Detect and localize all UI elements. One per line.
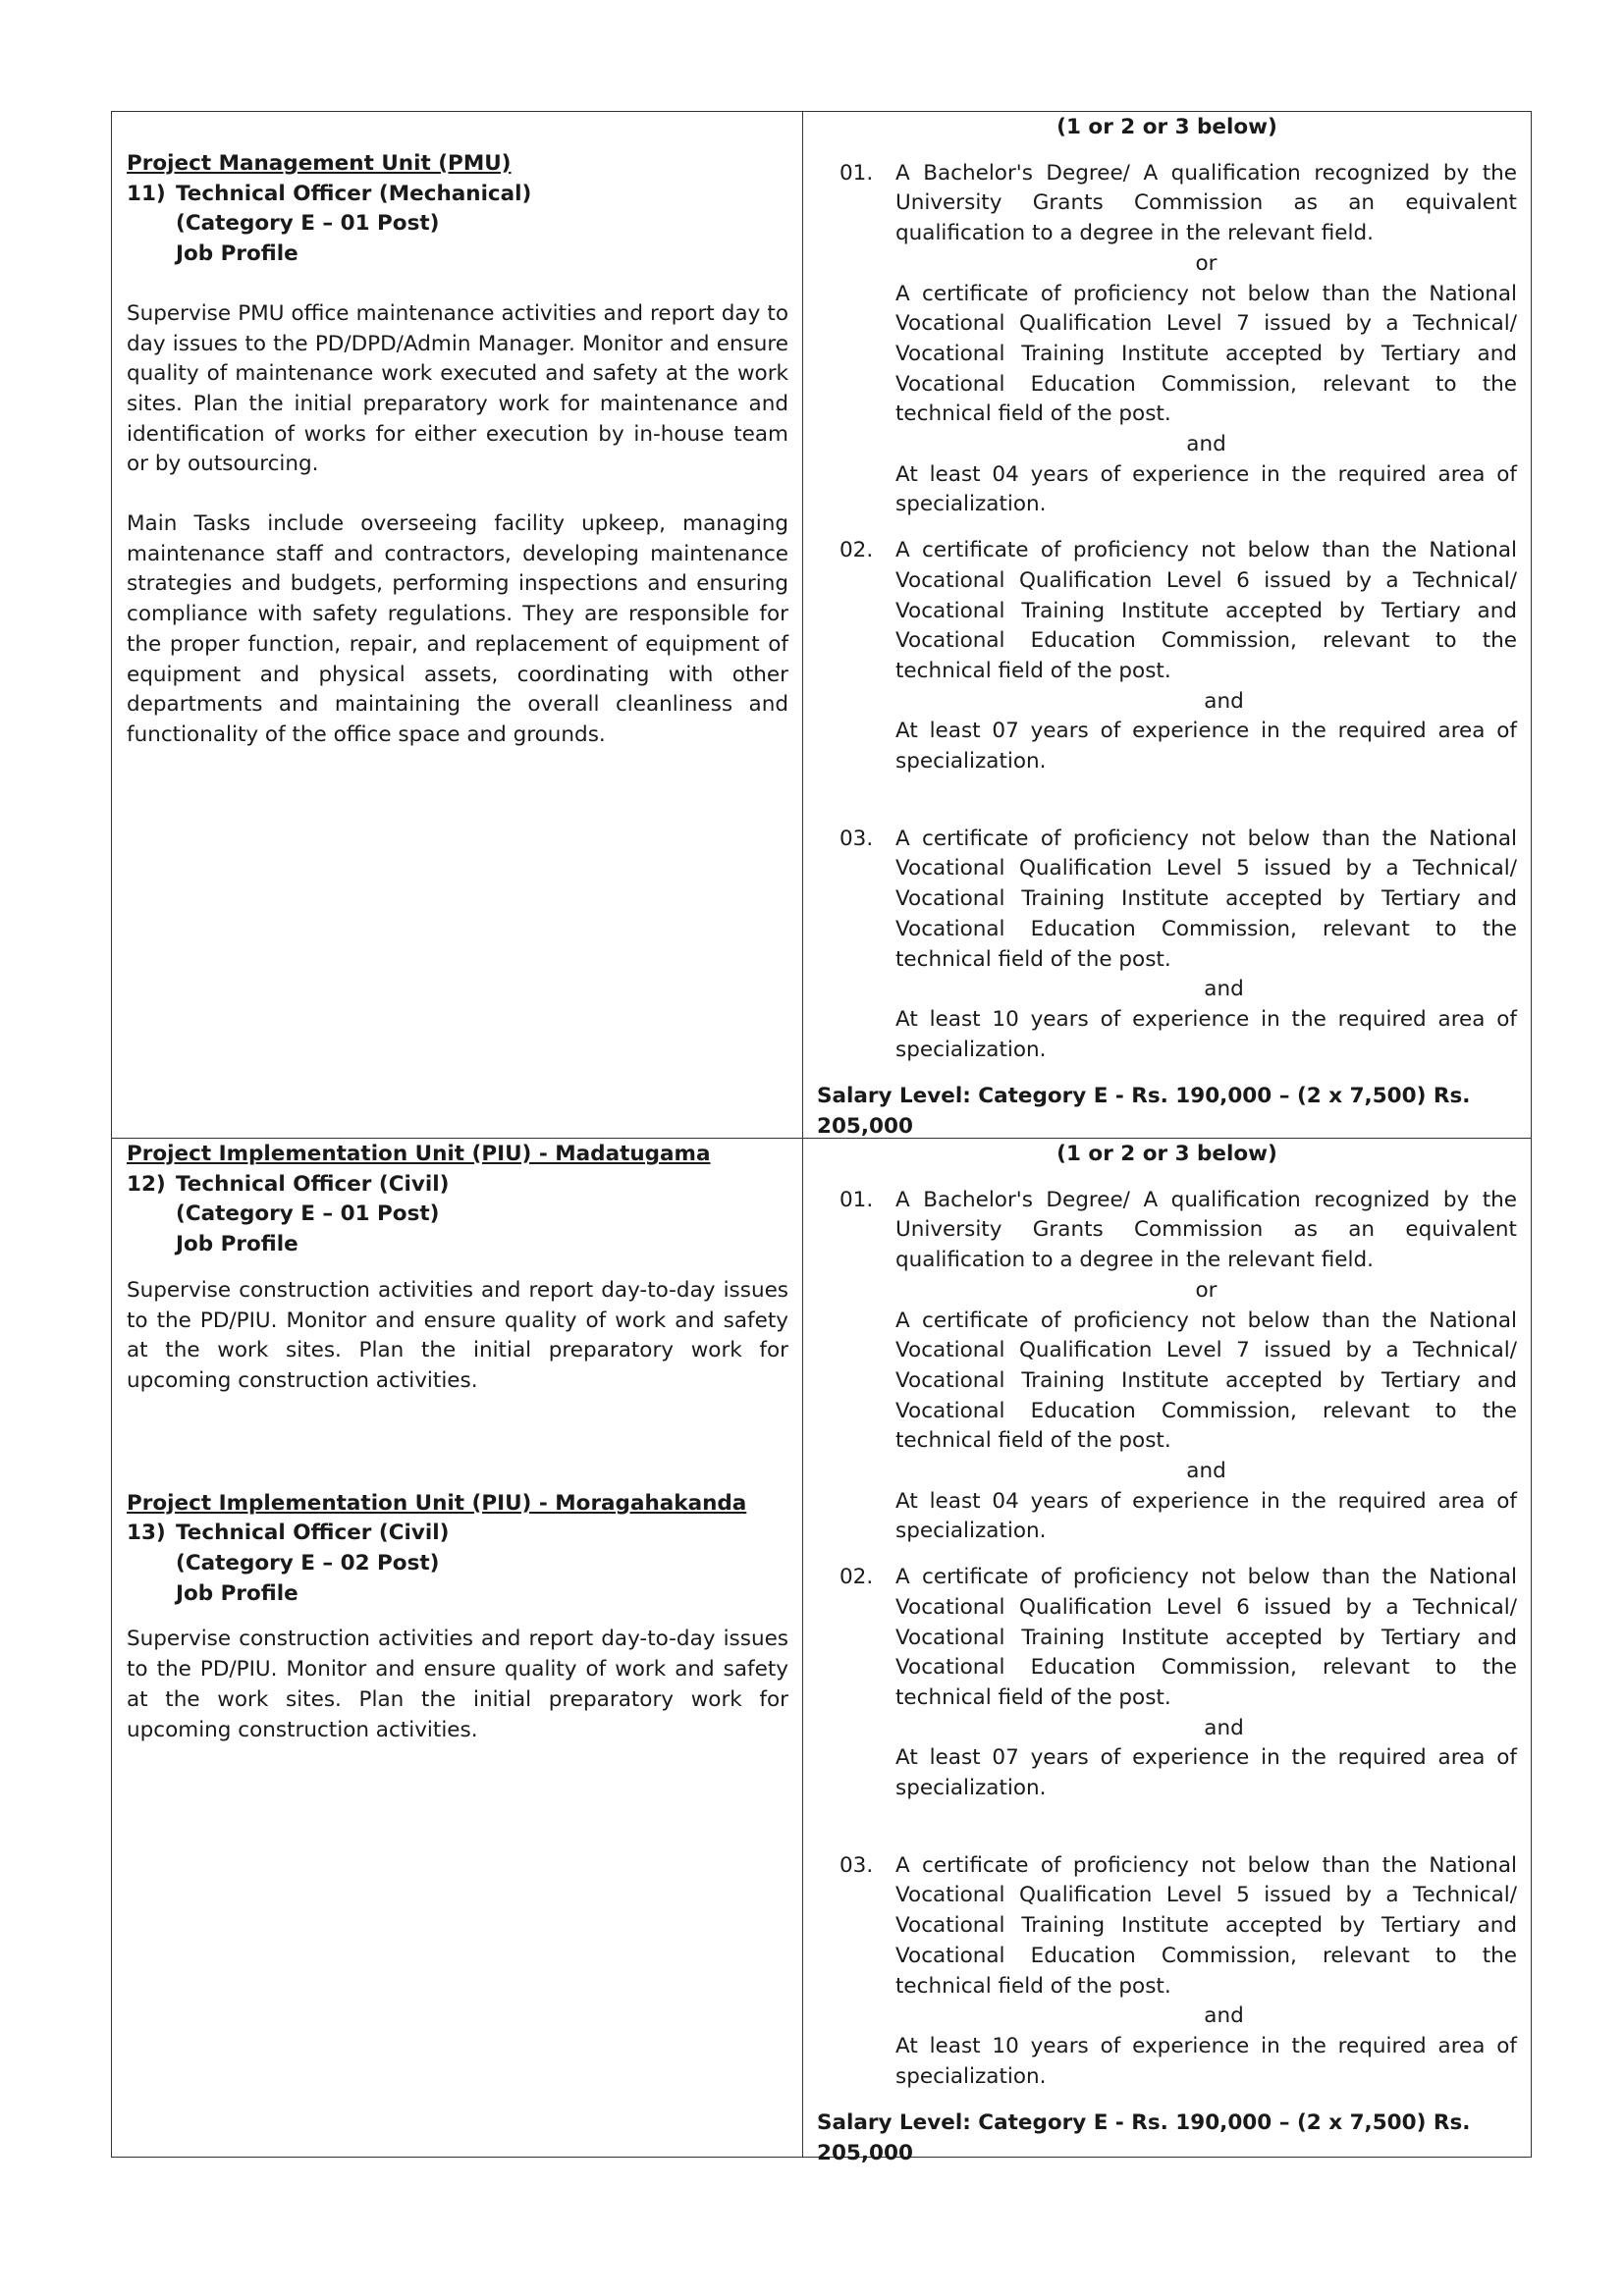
- salary-level: Salary Level: Category E - Rs. 190,000 – (2 x 7,500) Rs. 205,000: [817, 2110, 1471, 2166]
- post-number: 12): [127, 1171, 166, 1197]
- qualification-item: [817, 1851, 1517, 2093]
- experience-text: At least 04 years of experience in the required area of specialization.: [895, 461, 1517, 517]
- qualification-text: A certificate of proficiency not below than the National Vocational Qualification Level 7 issued by a Technical/ Vocational Training Institute accepted by Tertiary and Vocational Education Commission, relevant to the technical field of the post.: [895, 1308, 1517, 1454]
- qualification-item: [817, 159, 1517, 520]
- item-number: 01.: [839, 160, 874, 186]
- qualification-text: A Bachelor's Degree/ A qualification recognized by the University Grants Commission as an equivalent qualification to a degree in the relevant field.: [895, 1187, 1517, 1273]
- qualification-item: [817, 825, 1517, 1066]
- salary-level: Salary Level: Category E - Rs. 190,000 – (2 x 7,500) Rs. 205,000: [817, 1084, 1471, 1140]
- connector-text: or: [1195, 1277, 1218, 1303]
- post-heading: [127, 180, 788, 210]
- experience-text: At least 07 years of experience in the required area of specialization.: [895, 719, 1517, 774]
- qualification-text: A certificate of proficiency not below than the National Vocational Qualification Level 6 issued by a Technical/ Vocational Training Institute accepted by Tertiary and Vocational Education Commission, relevant to the technical field of the post.: [895, 538, 1517, 683]
- connector-text: and: [1204, 1715, 1244, 1740]
- job-profile-paragraph: Supervise construction activities and report day-to-day issues to the PD/PIU. Monitor and ensure quality of work and safety at the work sites. Plan the initial preparatory work for upcoming construction activities.: [127, 1627, 788, 1742]
- connector-text: and: [1204, 977, 1244, 1002]
- item-number: 02.: [839, 1565, 874, 1590]
- main-tasks-paragraph: Main Tasks include overseeing facility upkeep, managing maintenance staff and contractors, developing maintenance strategies and budgets, performing inspections and ensuring compliance with safety regulations. They are responsible for the proper function, repair, and replacement of equipment of equipment and physical assets, coordinating with other departments and maintaining the overall cleanliness and functionality of the office space and grounds.: [127, 511, 788, 747]
- qualification-item: [817, 1563, 1517, 1804]
- qualification-item: [817, 1186, 1517, 1547]
- item-number: 02.: [839, 538, 874, 563]
- post-title: Technical Officer (Mechanical): [176, 181, 532, 206]
- item-number: 03.: [839, 1852, 874, 1878]
- job-description-cell: [112, 112, 803, 1138]
- unit-title: Project Implementation Unit (PIU) - Moragahakanda: [127, 1490, 747, 1516]
- job-profile-label: Job Profile: [176, 1232, 298, 1257]
- job-profile-label: Job Profile: [176, 1580, 298, 1606]
- connector-text: and: [1186, 1459, 1226, 1484]
- post-category: (Category E – 01 Post): [176, 1201, 440, 1227]
- connector-text: and: [1186, 432, 1226, 457]
- qualification-item: [817, 536, 1517, 777]
- item-number: 03.: [839, 826, 874, 851]
- experience-text: At least 10 years of experience in the required area of specialization.: [895, 2033, 1517, 2089]
- post-title: Technical Officer (Civil): [176, 1171, 450, 1197]
- experience-text: At least 04 years of experience in the required area of specialization.: [895, 1488, 1517, 1544]
- post-number: 13): [127, 1521, 166, 1546]
- qualification-text: A certificate of proficiency not below than the National Vocational Qualification Level 6 issued by a Technical/ Vocational Training Institute accepted by Tertiary and Vocational Education Commission, relevant to the technical field of the post.: [895, 1565, 1517, 1710]
- item-number: 01.: [839, 1187, 874, 1212]
- qualification-text: A certificate of proficiency not below than the National Vocational Qualification Level 7 issued by a Technical/ Vocational Training Institute accepted by Tertiary and Vocational Education Commission, relevant to the technical field of the post.: [895, 281, 1517, 427]
- experience-text: At least 10 years of experience in the required area of specialization.: [895, 1006, 1517, 1062]
- qualification-text: A certificate of proficiency not below than the National Vocational Qualification Level 5 issued by a Technical/ Vocational Training Institute accepted by Tertiary and Vocational Education Commission, relevant to the technical field of the post.: [895, 1852, 1517, 1999]
- job-profile-label: Job Profile: [176, 241, 298, 267]
- experience-text: At least 07 years of experience in the required area of specialization.: [895, 1745, 1517, 1801]
- post-heading: [127, 1170, 788, 1201]
- post-category: (Category E – 01 Post): [176, 211, 440, 237]
- unit-title: Project Management Unit (PMU): [127, 151, 512, 176]
- post-title: Technical Officer (Civil): [176, 1521, 450, 1546]
- job-description-cell: [112, 1139, 803, 2157]
- qualification-options-header: (1 or 2 or 3 below): [1056, 115, 1277, 139]
- qualification-text: A Bachelor's Degree/ A qualification recognized by the University Grants Commission as an equivalent qualification to a degree in the relevant field.: [895, 160, 1517, 246]
- job-table: [111, 111, 1532, 2166]
- post-number: 11): [127, 181, 166, 206]
- connector-text: and: [1204, 2003, 1244, 2029]
- post-category: (Category E – 02 Post): [176, 1551, 440, 1576]
- job-profile-paragraph: Supervise PMU office maintenance activities and report day to day issues to the PD/DPD/Admin Manager. Monitor and ensure quality of maintenance work executed and safety at the work sites. Plan the initial preparatory work for maintenance and identification of works for either execution by in-house team or by outsourcing.: [127, 300, 788, 477]
- unit-title: Project Implementation Unit (PIU) - Madatugama: [127, 1142, 711, 1166]
- table-row: [112, 1139, 1531, 2166]
- connector-text: and: [1204, 688, 1244, 714]
- connector-text: or: [1195, 250, 1218, 276]
- post-heading: [127, 1519, 788, 1549]
- job-profile-paragraph: Supervise construction activities and report day-to-day issues to the PD/PIU. Monitor and ensure quality of work and safety at the work sites. Plan the initial preparatory work for upcoming construction activities.: [127, 1277, 788, 1393]
- qualification-text: A certificate of proficiency not below than the National Vocational Qualification Level 5 issued by a Technical/ Vocational Training Institute accepted by Tertiary and Vocational Education Commission, relevant to the technical field of the post.: [895, 826, 1517, 972]
- table-row: [112, 112, 1531, 1139]
- qualifications-cell: [803, 1139, 1531, 2166]
- qualifications-cell: [803, 112, 1531, 1138]
- qualification-options-header: (1 or 2 or 3 below): [1056, 1142, 1277, 1166]
